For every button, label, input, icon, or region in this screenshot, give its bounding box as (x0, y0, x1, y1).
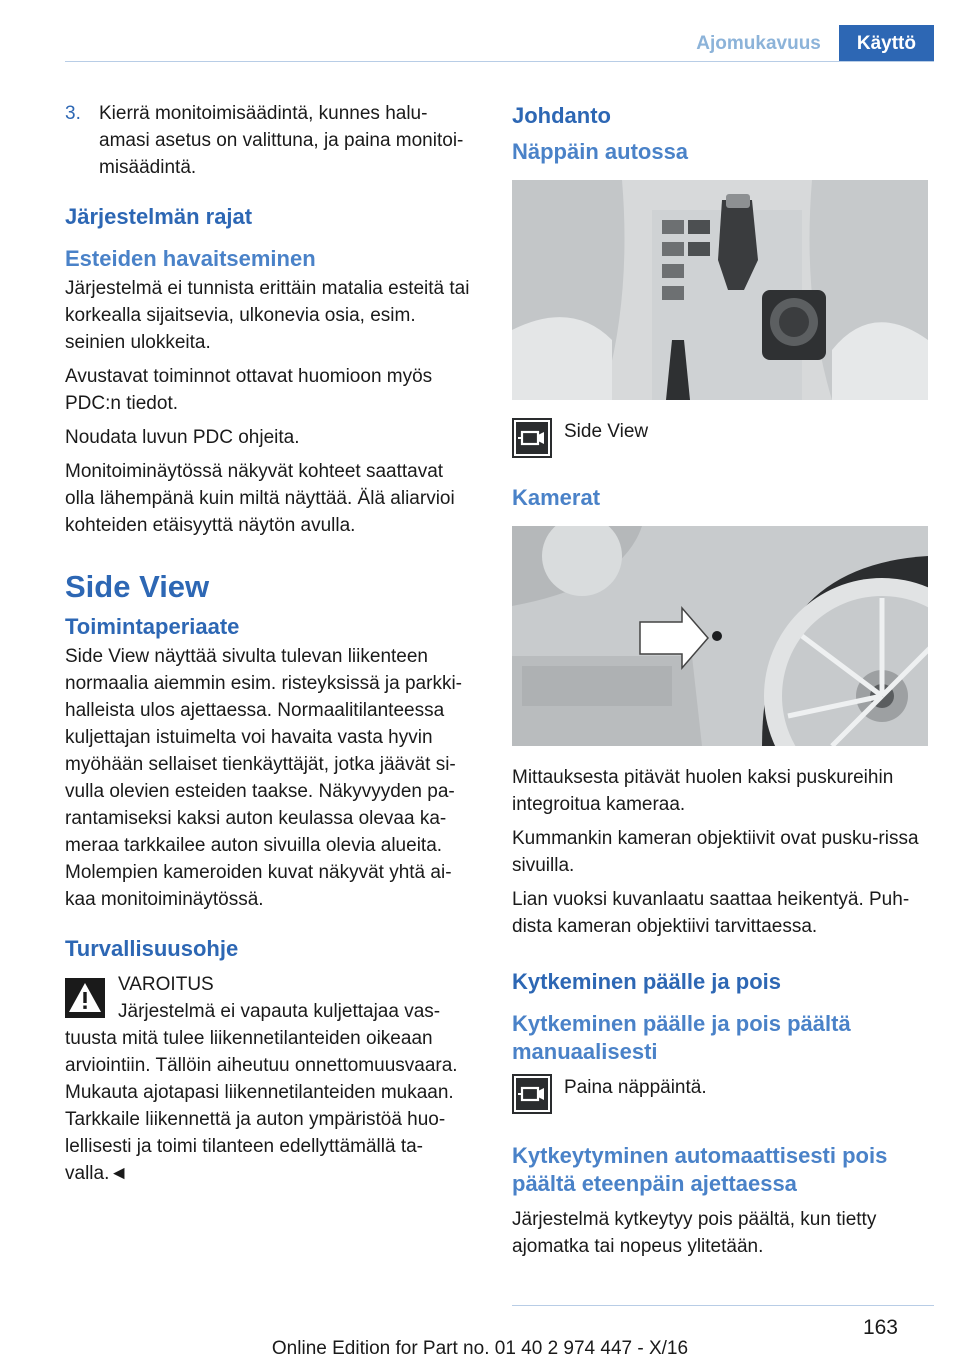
heading-system-limits: Järjestelmän rajat (65, 204, 253, 229)
front-camera-illustration (512, 526, 928, 746)
sideview-button-row (512, 418, 930, 462)
right-column (512, 100, 930, 1267)
footer-rule (512, 1305, 934, 1306)
paragraph-lenses: Kummankin kameran objektiivit ovat pusku-rissa sivuilla. (512, 828, 919, 876)
edition-line: Online Edition for Part no. 01 40 2 974 447 - X/16 (271, 1338, 689, 1359)
heading-button-in-car: Näppäin autossa (512, 139, 689, 164)
heading-cameras: Kamerat (512, 485, 601, 510)
header-tabs (678, 25, 934, 62)
warning-title: VAROITUS (118, 974, 214, 995)
heading-principle: Toimintaperiaate (65, 614, 240, 639)
paragraph-assist-functions: Avustavat toiminnot ottavat huomioon myös PDC:n tiedot. (65, 366, 433, 414)
heading-safety-note: Turvallisuusohje (65, 936, 239, 961)
paragraph-display-distance: Monitoiminäytössä näkyvät kohteet saattavat olla lähempänä kuin miltä näyttää. Älä aliarvioi kohteiden etäisyyttä näytön avulla. (65, 461, 455, 536)
paragraph-dirt: Lian vuoksi kuvanlaatu saattaa heikentyä. Puh-dista kameran objektiivi tarvittaessa. (512, 889, 910, 937)
warning-text: tuusta mitä tulee liikennetilanteiden oikeaan arviointiin. Tällöin aiheutuu onnettomuusvaara. Mukauta ajotapasi liikennetilanteiden mukaan. Tarkkaile liikennettä ja auton ympäristöä huo-lellisesti ja toimi tilanteen edellyttämällä ta-valla.◄ (65, 1028, 458, 1184)
heading-auto-switch-off: Kytkeytyminen automaattisesti pois päältä eteenpäin ajettaessa (512, 1143, 888, 1196)
image-front-camera (512, 526, 928, 746)
heading-introduction: Johdanto (512, 103, 611, 128)
paragraph-auto-off: Järjestelmä kytkeytyy pois päältä, kun tietty ajomatka tai nopeus ylitetään. (512, 1209, 877, 1257)
sideview-button-label: Side View (564, 421, 649, 442)
tab-ajomukavuus[interactable]: Ajomukavuus (678, 25, 839, 62)
page-number: 163 (862, 1316, 898, 1339)
heading-side-view: Side View (65, 569, 210, 604)
center-console-illustration (512, 180, 928, 400)
side-view-button-icon[interactable] (512, 418, 552, 458)
image-center-console (512, 180, 928, 400)
step-number: 3. (65, 103, 81, 124)
paragraph-obstacles: Järjestelmä ei tunnista erittäin matalia esteitä tai korkealla sijaitsevia, ulkonevia osia, esim. seinien ulokkeita. (65, 278, 470, 353)
step-text: Kierrä monitoimisäädintä, kunnes halu-amasi asetus on valittuna, ja paina monitoi-misäädintä. (99, 103, 464, 178)
manual-button-row (512, 1074, 930, 1118)
warning-triangle-icon (65, 978, 105, 1018)
heading-switch-on-off: Kytkeminen päälle ja pois (512, 969, 781, 994)
step-3 (65, 100, 477, 181)
paragraph-measurement: Mittauksesta pitävät huolen kaksi puskureihin integroitua kameraa. (512, 767, 894, 815)
paragraph-pdc-instructions: Noudata luvun PDC ohjeita. (65, 427, 300, 448)
header-rule (65, 61, 934, 62)
heading-obstacle-detection: Esteiden havaitseminen (65, 246, 316, 271)
heading-manual-switch: Kytkeminen päälle ja pois päältä manuaalisesti (512, 1011, 851, 1064)
tab-kaytto[interactable]: Käyttö (839, 25, 934, 62)
warning-line-1: Järjestelmä ei vapauta kuljettajaa vas- (118, 1001, 441, 1022)
left-column (65, 100, 477, 1187)
paragraph-principle: Side View näyttää sivulta tulevan liikenteen normaalia aiemmin esim. risteyksissä ja parkki-halleista ulos ajettaessa. Normaalitilanteessa kuljettajan istuimelta voi havaita vasta hyvin myöhään sellaiset tienkäyttäjät, jotka jäävät si-vulla olevien esteiden taakse. Näkyvyyden pa-rantamiseksi kaksi auton keulassa olevaa ka-meraa tarkkailee auton sivuilla olevia alueita. Molempien kameroiden kuvat näkyvät yhtä ai-kaa monitoiminäytössä. (65, 646, 462, 910)
warning-block (65, 971, 477, 1187)
side-view-button-icon-2[interactable] (512, 1074, 552, 1114)
press-button-label: Paina näppäintä. (564, 1077, 707, 1098)
